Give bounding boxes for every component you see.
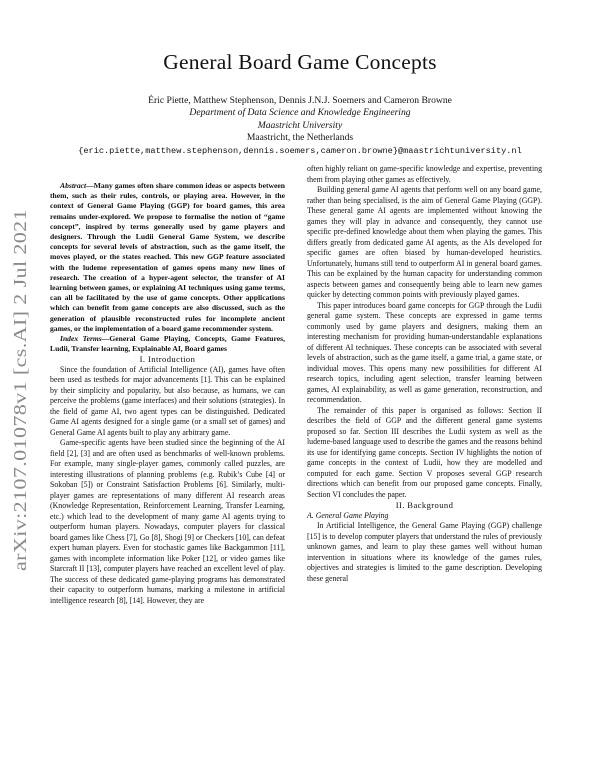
intro-paragraph-2: Game-specific agents have been studied since the beginning of the AI field [2], [3] and are often used as benchmarks of well-known problems. For example, many single-player games, commonly called puzzles, are interesting illustrations of planning problems (e.g. Rubik’s Cube [4] or Sokoban [5]) or Constraint Satisfaction Problems [6]. Similarly, multi-player games are representations of many different AI research areas (Knowledge Representation, Reinforcement Learning, Transfer Learning, etc.) which lead to the development of many game AI agents trying to outperform human players. Nowadays, computer players for classical board games like Chess [7], Go [8], Shogi [9] or Checkers [10], can defeat expert human players. Even for stochastic games like Backgammon [11], games with incomplete information like Poker [12], or video games like Starcraft II [13], computer players have reached an excellent level of play. The success of these dedicated game-playing programs has demonstrated their capacity to outperform humans, marking a milestone in artificial intelligence research [8], [14]. However, they are <box>50 438 285 605</box>
paper-title: General Board Game Concepts <box>163 50 437 74</box>
author-university: Maastricht University <box>257 119 343 131</box>
abstract <box>50 181 285 334</box>
index-terms-lead: Index Terms <box>60 334 102 344</box>
index-terms <box>50 334 285 354</box>
author-names: Éric Piette, Matthew Stephenson, Dennis J.N.J. Soemers and Cameron Browne <box>148 95 452 106</box>
background-heading: II. Background <box>395 500 454 510</box>
background-paragraph-1: In Artificial Intelligence, the General Game Playing (GGP) challenge [15] is to develop computer players that understand the rules of previously unknown games, and learn to play these games well without human intervention in situations where its knowledge of the games rules, objectives and strategies is limited to the game description. Developing these general <box>307 521 542 583</box>
arxiv-stamp-text: arXiv:2107.01078v1 [cs.AI] 2 Jul 2021 <box>10 283 30 571</box>
author-department: Department of Data Science and Knowledge Engineering <box>189 107 411 119</box>
right-column <box>307 164 542 584</box>
arxiv-stamp <box>7 205 33 575</box>
intro-heading: I. Introduction <box>139 354 196 365</box>
index-terms-text: —General Game Playing, Concepts, Game Features, Ludii, Transfer learning, Explainable AI, Board games <box>50 334 285 354</box>
subsection-heading: A. General Game Playing <box>307 510 389 520</box>
intro-paragraph-3: Building general game AI agents that perform well on any board game, rather than being specialised, is the aim of General Game Playing (GGP). These general game AI agents are implemented without knowing the games they will play in advance and consequently, they cannot use specific pre-defined knowledge about them when playing the games. This differs greatly from dedicated game AI agents, as the AIs developed for specific games are often biased by human-developed heuristics. Unfortunately, humans still tend to outperform AI in general board games. This can be explained by the human capacity for understanding common aspects between games and consequently being able to learn new games quicker by detecting common points with previously played games. <box>307 185 542 299</box>
abstract-lead: Abstract <box>60 181 87 190</box>
author-emails: {eric.piette,matthew.stephenson,dennis.soemers,cameron.browne}@maastrichtuniversity.nl <box>78 145 522 156</box>
author-block <box>0 95 600 157</box>
intro-continuation: often highly reliant on game-specific knowledge and expertise, preventing them from playing other games as effectively. <box>307 164 542 184</box>
intro-paragraph-4: This paper introduces board game concepts for GGP through the Ludii general game system. These concepts are expressed in game terms commonly used by game players and designers, making them an interesting mechanism for providing human-understandable explanations of different AI techniques. These concepts can be associated with several levels of abstraction, such as the game itself, a game trial, a game state, or individual moves. This opens many new possibilities for different AI research topics, including agent selection, transfer learning between games, AI explainability, as well as game generation, reconstruction, and recommendation. <box>307 300 542 404</box>
intro-paragraph-5: The remainder of this paper is organised as follows: Section II describes the field of GGP and the different general game systems proposed so far. Section III describes the Ludii system as well as the ludeme-based language used to describe the games and the reasons behind its use for identifying game concepts. Section IV highlights the notion of game concepts in the context of Ludii, how they are modelled and computed for each game. Section V proposes several GGP research directions which can benefit from our proposed game concepts. Finally, Section VI concludes the paper. <box>307 405 542 499</box>
left-column <box>50 181 285 606</box>
intro-paragraph-1: Since the foundation of Artificial Intelligence (AI), games have often been used as testbeds for major advancements [1]. This can be explained by their simplicity and popularity, but also because, as humans, we can perceive the problems (game interfaces) and their solutions (strategies). In the field of game AI, two agent types can be distinguished. Dedicated Game AI agents designed for a single game (or a small set of games) and General Game AI agents built to play any arbitrary game. <box>50 364 285 437</box>
abstract-text: —Many games often share common ideas or aspects between them, such as their rules, controls, or playing area. However, in the context of General Game Playing (GGP) for board games, this area remains under-explored. We propose to formalise the notion of “game concept”, inspired by terms generally used by game players and designers. Through the Ludii General Game System, we describe concepts for several levels of abstraction, such as the game itself, the moves played, or the states reached. This new GGP feature associated with the ludeme representation of games opens many new lines of research. The creation of a hyper-agent selector, the transfer of AI learning between games, or explaining AI techniques using game terms, can all be facilitated by the use of game concepts. Other applications which can benefit from game concepts are also discussed, such as the generation of plausible reconstructed rules for incomplete ancient games, or the implementation of a board game recommender system. <box>50 181 285 333</box>
author-location: Maastricht, the Netherlands <box>246 132 354 144</box>
